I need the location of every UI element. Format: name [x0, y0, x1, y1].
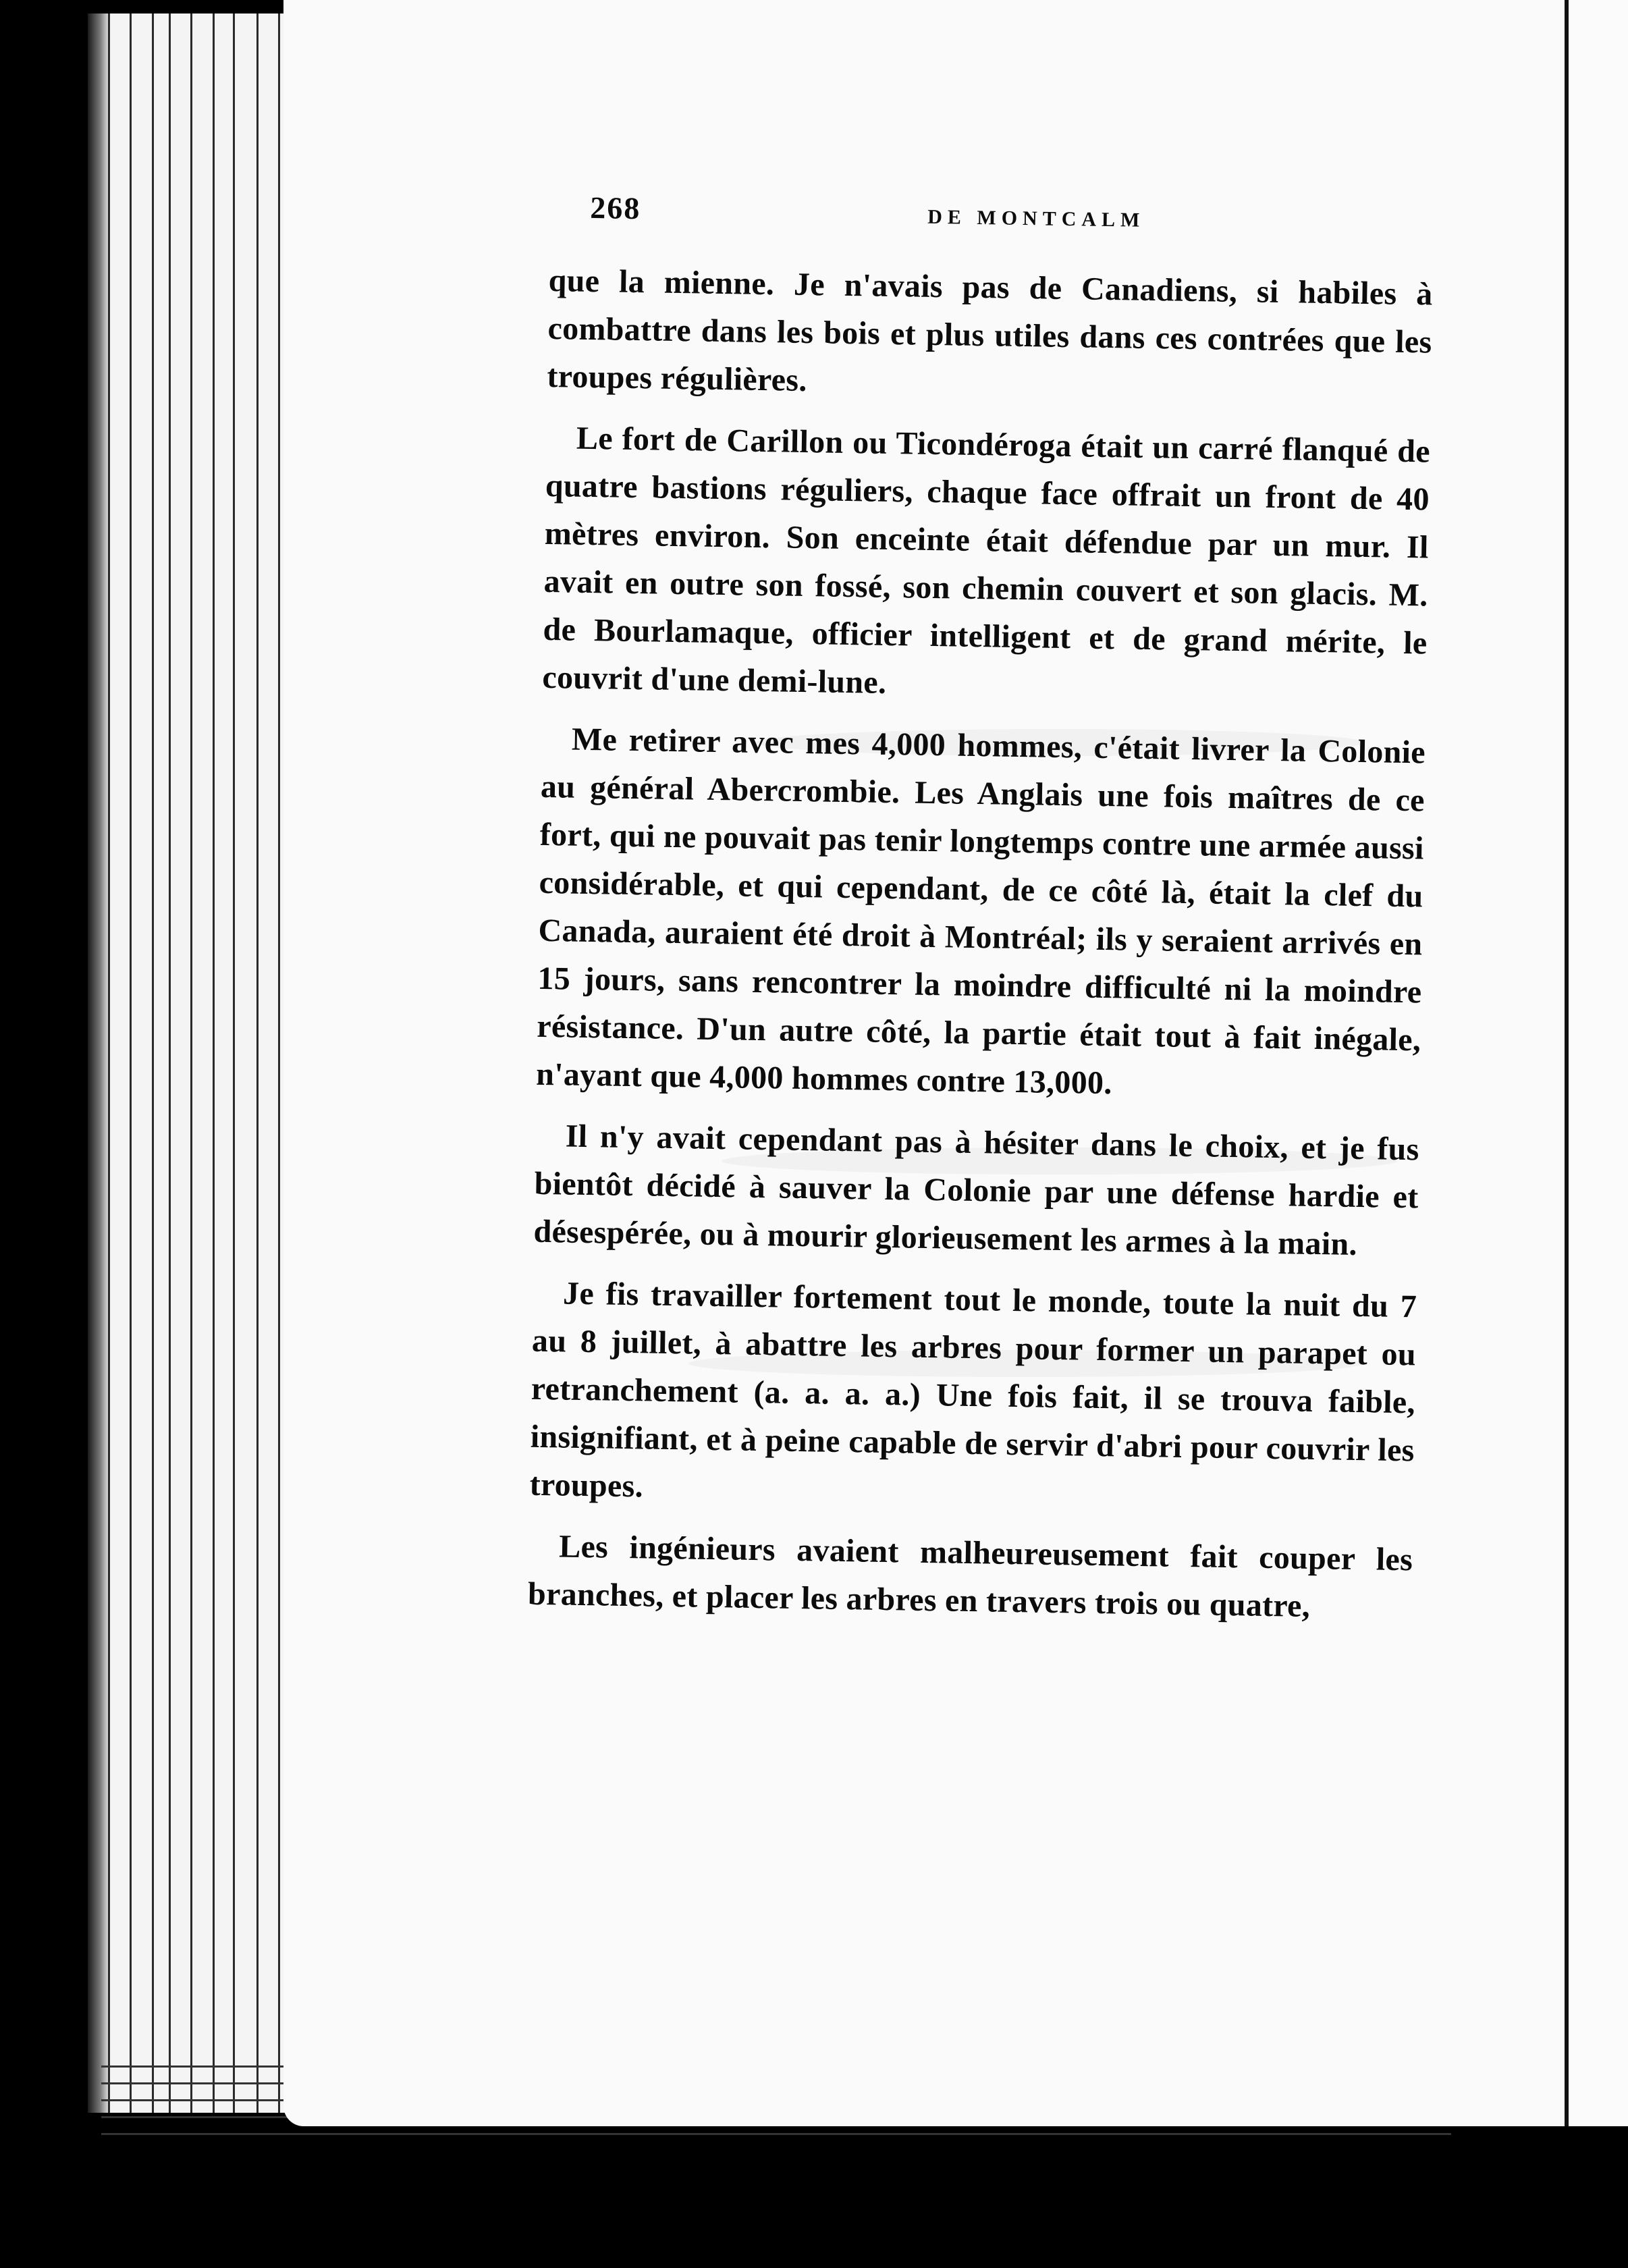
paragraph: Le fort de Carillon ou Ticondéroga était un carré flanqué de quatre bastions réguliers, chaque face offrait un front de 40 mètres environ. Son enceinte était défendue par un mur. Il avait en outre son fossé, son chemin couvert et son glacis. M. de Bourlamaque, officier intelligent et de grand mérite, le couvrit d'une demi-lune. [542, 420, 1431, 701]
paragraph: Je fis travailler fortement tout le monde, toute la nuit du 7 au 8 juillet, à abattre les arbres pour former un parapet ou retranchement (a. a. a. a.) Une fois fait, il se trouva faible, insignifiant, et à peine capable de servir d'abri pour couvrir les troupes. [529, 1275, 1417, 1505]
page-header [549, 182, 1434, 271]
book-spine-shadow [88, 14, 108, 2113]
text-block [527, 182, 1434, 1645]
paragraph: que la mienne. Je n'avais pas de Canadiens, si habiles à combattre dans les bois et plus utiles dans ces contrées que les troupes régulières. [547, 262, 1433, 399]
paragraph: Il n'y avait cependant pas à hésiter dans le choix, et je fus bientôt décidé à sauver la Colonie par une défense hardie et désespérée, ou à mourir glorieusement les armes à la main. [533, 1118, 1420, 1262]
paragraph: Les ingénieurs avaient malheureusement fait couper les branches, et placer les arbres en travers trois ou quatre, [527, 1528, 1413, 1624]
page-right-margin [1569, 0, 1628, 2126]
running-head: DE MONTCALM [927, 205, 1145, 232]
paragraph: Me retirer avec mes 4,000 hommes, c'était livrer la Colonie au général Abercrombie. Les Anglais une fois maîtres de ce fort, qui ne pouvait pas tenir longtemps contre une armée aussi considérable, et qui cependant, de ce côté là, était la clef du Canada, auraient été droit à Montréal; ils y seraient arrivés en 15 jours, sans rencontrer la moindre difficulté ni la moindre résistance. D'un autre côté, la partie était tout à fait inégale, n'ayant que 4,000 hommes contre 13,000. [535, 721, 1426, 1102]
page-number: 268 [590, 190, 641, 226]
book-page-edges [88, 14, 304, 2113]
